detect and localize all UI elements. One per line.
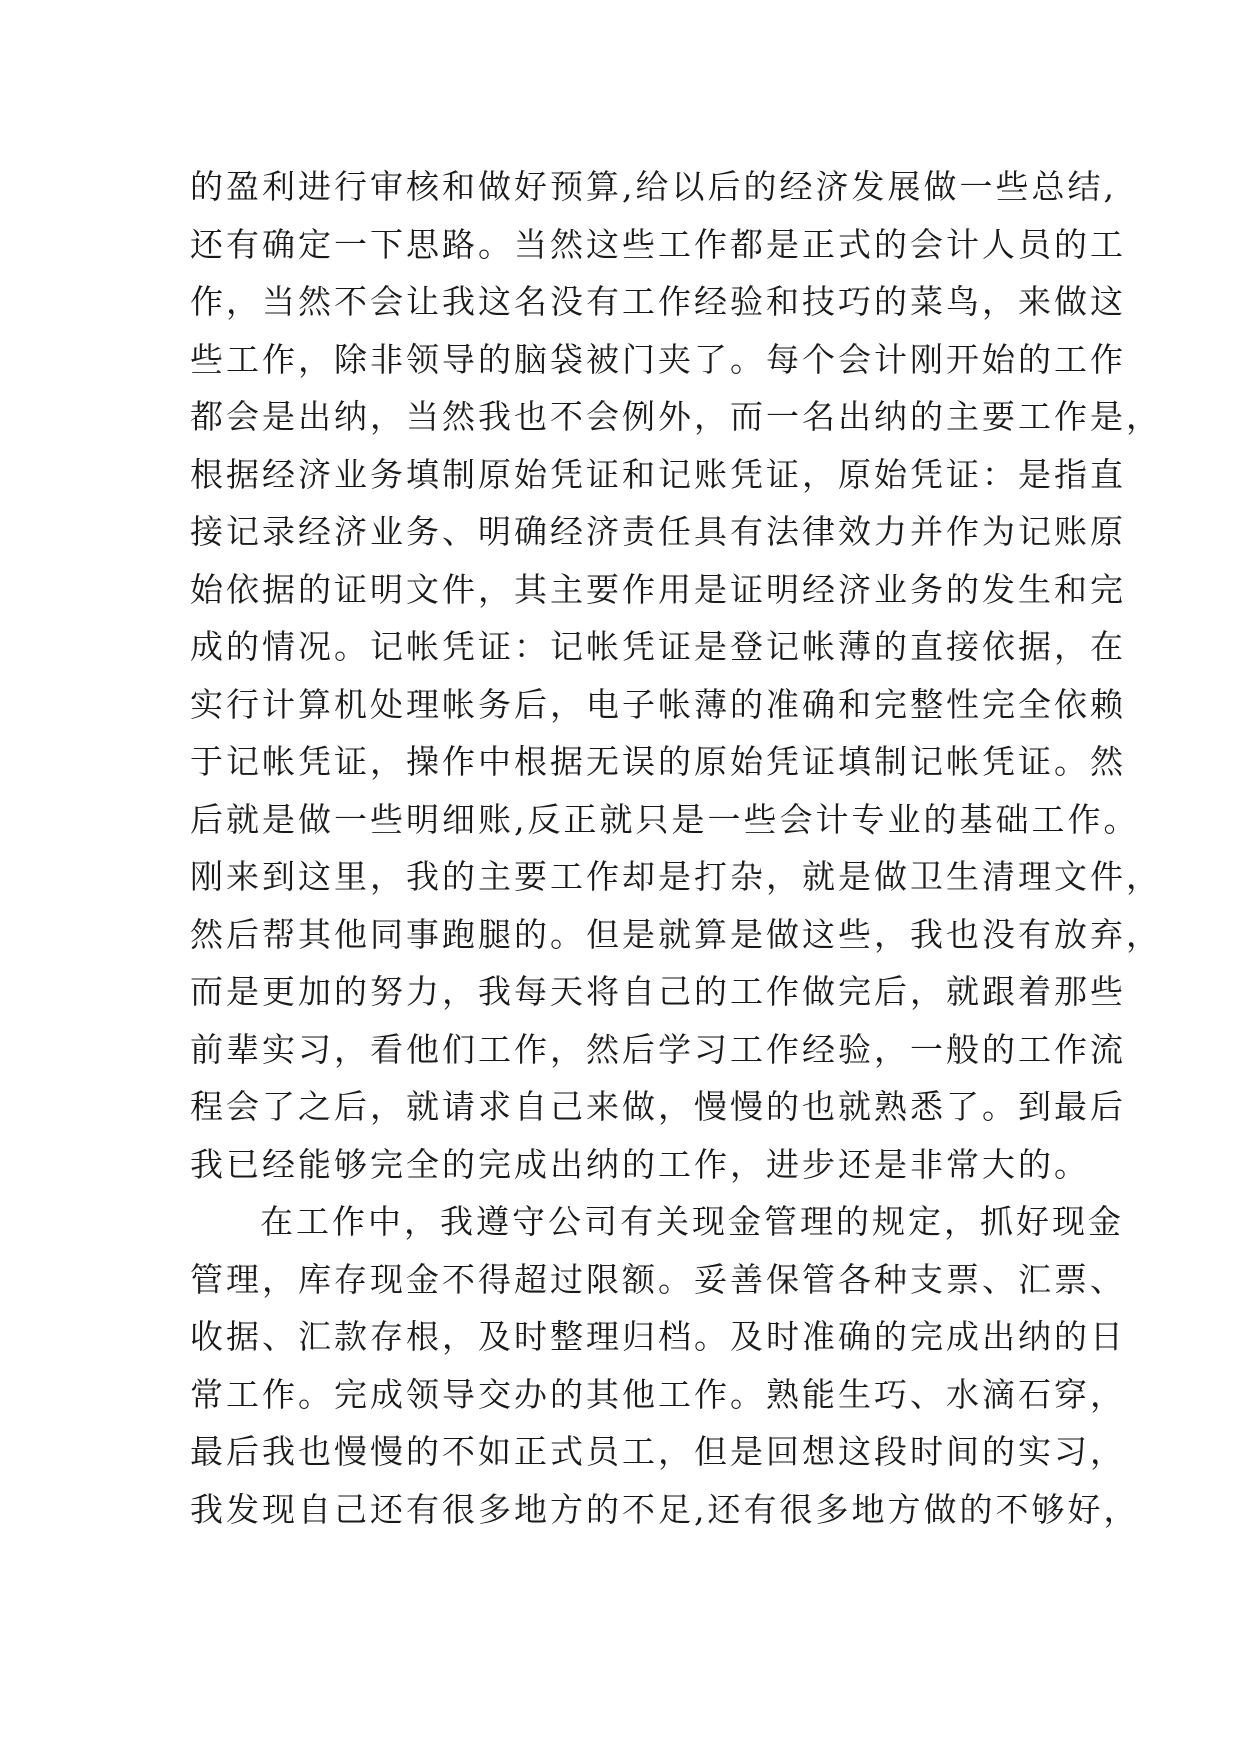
text-line: 的盈利进行审核和做好预算,给以后的经济发展做一些总结,	[190, 167, 1117, 206]
text-line: 些工作，除非领导的脑袋被门夹了。每个会计刚开始的工作	[190, 339, 1126, 379]
text-line: 前辈实习，看他们工作，然后学习工作经验，一般的工作流	[190, 1029, 1126, 1069]
text-line: 而是更加的努力，我每天将自己的工作做完后，就跟着那些	[190, 972, 1126, 1011]
text-line: 我已经能够完全的完成出纳的工作，进步还是非常大的。	[190, 1144, 1090, 1184]
text-line: 我发现自己还有很多地方的不足,还有很多地方做的不够好，	[190, 1489, 1140, 1529]
paragraph-start-line: 在工作中，我遵守公司有关现金管理的规定，抓好现金	[260, 1202, 1124, 1241]
text-line: 程会了之后，就请求自己来做，慢慢的也就熟悉了。到最后	[190, 1087, 1126, 1126]
text-line: 于记帐凭证，操作中根据无误的原始凭证填制记帐凭证。然	[190, 742, 1126, 781]
text-line: 始依据的证明文件，其主要作用是证明经济业务的发生和完	[190, 569, 1126, 609]
text-line: 接记录经济业务、明确经济责任具有法律效力并作为记账原	[190, 512, 1126, 551]
text-line: 成的情况。记帐凭证：记帐凭证是登记帐薄的直接依据，在	[190, 627, 1126, 666]
text-line: 都会是出纳，当然我也不会例外，而一名出纳的主要工作是，	[190, 397, 1162, 436]
text-line: 最后我也慢慢的不如正式员工，但是回想这段时间的实习，	[190, 1432, 1126, 1471]
body-text	[190, 158, 1162, 1538]
text-line: 刚来到这里，我的主要工作却是打杂，就是做卫生清理文件，	[190, 857, 1162, 896]
text-line: 作，当然不会让我这名没有工作经验和技巧的菜鸟，来做这	[190, 282, 1126, 321]
text-line: 收据、汇款存根，及时整理归档。及时准确的完成出纳的日	[190, 1317, 1126, 1356]
text-line: 还有确定一下思路。当然这些工作都是正式的会计人员的工	[190, 224, 1126, 264]
text-line: 根据经济业务填制原始凭证和记账凭证，原始凭证：是指直	[190, 454, 1126, 494]
text-line: 实行计算机处理帐务后，电子帐薄的准确和完整性完全依赖	[190, 684, 1126, 724]
text-line: 常工作。完成领导交办的其他工作。熟能生巧、水滴石穿，	[190, 1374, 1126, 1414]
text-line: 后就是做一些明细账,反正就只是一些会计专业的基础工作。	[190, 799, 1140, 839]
text-line: 然后帮其他同事跑腿的。但是就算是做这些，我也没有放弃，	[190, 914, 1162, 954]
text-line: 管理，库存现金不得超过限额。妥善保管各种支票、汇票、	[190, 1259, 1126, 1299]
